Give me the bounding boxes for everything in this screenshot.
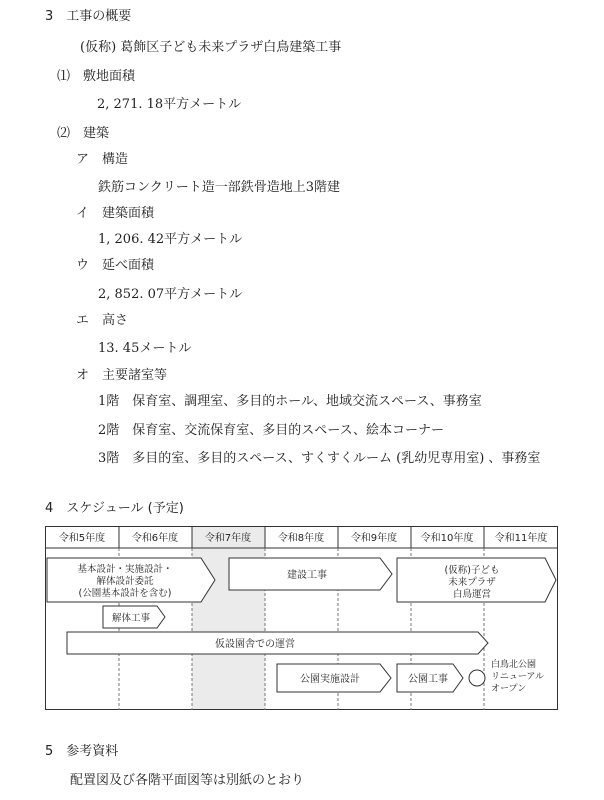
total-floor-area-value: 2, 852. 07平方メートル: [98, 287, 243, 302]
section3-heading: 3 工事の概要: [45, 9, 132, 24]
park-works-label: 公園工事: [408, 674, 448, 685]
structure-label: ア 構造: [76, 152, 129, 167]
highlight-column: [192, 526, 265, 710]
year-header-r5: 令和5年度: [58, 533, 106, 544]
rooms-label: オ 主要諸室等: [76, 368, 168, 383]
demolition-bar-label: 解体工事: [111, 613, 151, 624]
park-design-label: 公園実施設計: [300, 674, 360, 685]
milestone-line-1: 白鳥北公園: [491, 660, 537, 670]
operation-bar-line-3: 白鳥運営: [452, 589, 492, 600]
building-label: ⑵ 建築: [57, 126, 110, 141]
construction-bar-label: 建設工事: [287, 570, 327, 581]
milestone-line-3: オープン: [491, 684, 527, 694]
structure-value: 鉄筋コンクリート造一部鉄骨造地上3階建: [98, 180, 341, 195]
height-value: 13. 45メートル: [98, 341, 192, 356]
height-label: エ 高さ: [76, 313, 129, 328]
building-area-label: イ 建築面積: [76, 206, 155, 221]
operation-bar-line-2: 未来プラザ: [448, 577, 496, 588]
section4-heading: 4 スケジュール (予定): [45, 501, 184, 516]
schedule-svg: [45, 526, 558, 710]
year-header-r10: 令和10年度: [420, 533, 474, 544]
reference-text: 配置図及び各階平面図等は別紙のとおり: [70, 773, 305, 788]
temporary-operation-label: 仮設園舎での運営: [215, 639, 295, 650]
site-area-label: ⑴ 敷地面積: [57, 69, 136, 84]
project-name: (仮称) 葛飾区子ども未来プラザ白鳥建築工事: [80, 40, 342, 55]
building-area-value: 1, 206. 42平方メートル: [98, 232, 243, 247]
site-area-value: 2, 271. 18平方メートル: [97, 97, 242, 112]
design-bar-line-2: 解体設計委託: [96, 576, 154, 587]
year-header-r9: 令和9年度: [350, 533, 398, 544]
rooms-floor-2: 2階 保育室、交流保育室、多目的スペース、絵本コーナー: [98, 423, 445, 438]
year-header-r8: 令和8年度: [277, 533, 325, 544]
milestone-circle: [469, 670, 485, 686]
operation-bar-line-1: (仮称)子ども: [444, 565, 500, 576]
rooms-floor-3: 3階 多目的室、多目的スペース、すくすくルーム (乳幼児専用室) 、事務室: [98, 451, 541, 466]
year-header-r7: 令和7年度: [204, 533, 252, 544]
design-bar-line-1: 基本設計・実施設計・: [77, 564, 173, 575]
milestone-line-2: リニューアル: [491, 672, 545, 682]
design-bar-line-3: (公園基本設計を含む): [78, 588, 172, 599]
rooms-floor-1: 1階 保育室、調理室、多目的ホール、地域交流スペース、事務室: [98, 394, 482, 409]
year-header-r11: 令和11年度: [494, 533, 548, 544]
schedule-chart: [45, 526, 558, 710]
section5-heading: 5 参考資料: [45, 744, 119, 759]
total-floor-area-label: ウ 延べ面積: [76, 258, 155, 273]
year-header-r6: 令和6年度: [131, 533, 179, 544]
